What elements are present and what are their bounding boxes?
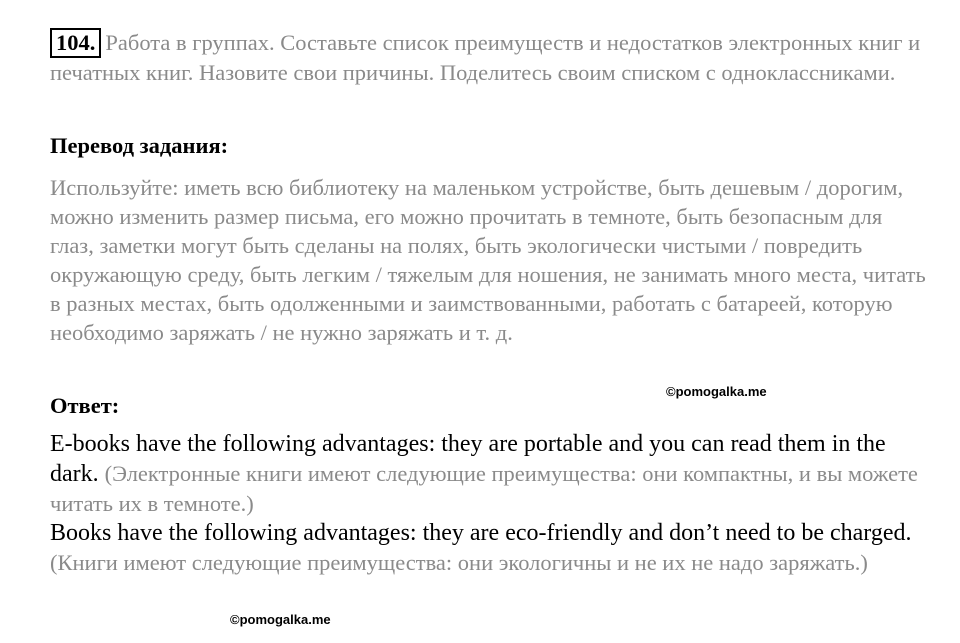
task-statement (50, 28, 930, 87)
watermark-top: ©pomogalka.me (666, 384, 767, 399)
task-number-badge: 104. (50, 28, 101, 58)
watermark-bottom: ©pomogalka.me (230, 612, 331, 627)
answer-1-english: E-books have the following advantages: they are portable and you can read them in the dark. (50, 431, 886, 487)
answer-2-russian: (Книги имеют следующие преимущества: они экологичны и не их не надо заряжать.) (50, 550, 868, 575)
translation-text: Используйте: иметь всю библиотеку на маленьком устройстве, быть дешевым / дорогим, можно изменить размер письма, его можно прочитать в темноте, быть безопасным для глаз, заметки могут быть сделаны на полях, быть экологически чистыми / повредить окружающую среду, быть легким / тяжелым для ношения, не занимать много места, читать в разных местах, быть одолженными и заимствованными, работать с батареей, которую необходимо заряжать / не нужно заряжать и т. д. (50, 175, 926, 345)
answer-heading: Ответ: (50, 393, 120, 418)
answer-paragraph-2 (50, 519, 930, 578)
answer-2-english: Books have the following advantages: they are eco-friendly and don’t need to be charged. (50, 520, 912, 546)
translation-heading: Перевод задания: (50, 133, 229, 158)
answer-1-russian: (Электронные книги имеют следующие преимущества: они компактны, и вы можете читать их в темноте.) (50, 461, 918, 516)
answer-paragraph-1 (50, 430, 930, 519)
task-text: Работа в группах. Составьте список преимуществ и недостатков электронных книг и печатных книг. Назовите свои причины. Поделитесь своим списком с одноклассниками. (50, 30, 921, 85)
answer-block (50, 430, 930, 578)
